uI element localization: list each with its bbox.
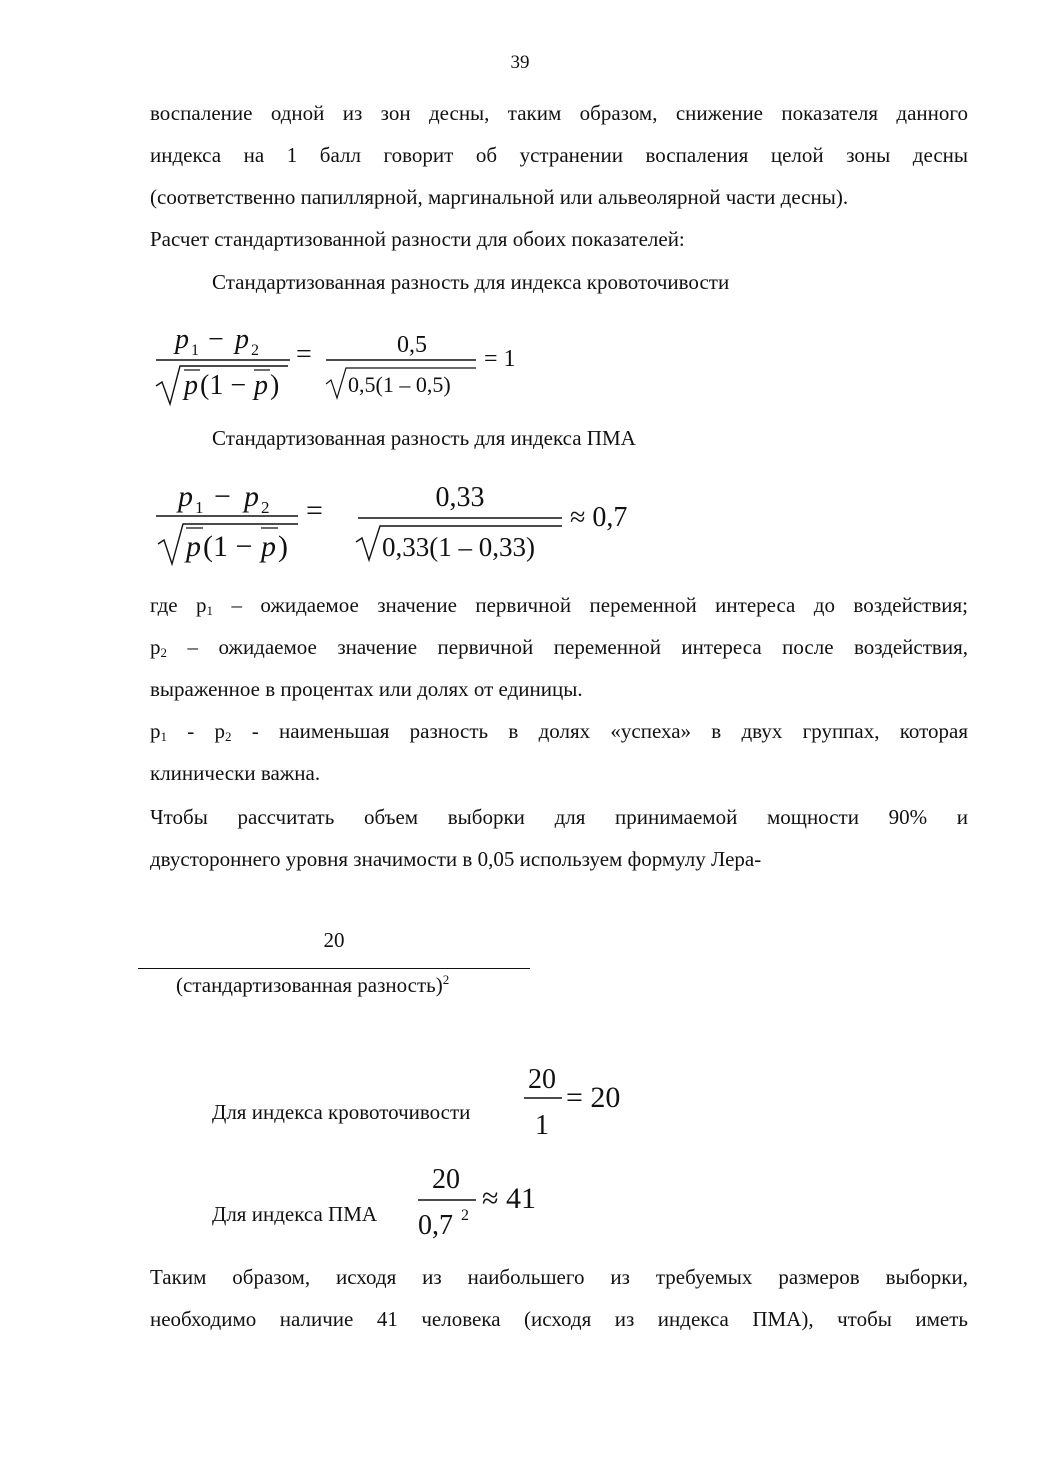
formula-minus: − xyxy=(208,324,224,355)
formula-pbar: p xyxy=(186,530,201,563)
page-number: 39 xyxy=(510,52,530,73)
formula-paren-close: ) xyxy=(278,530,288,563)
formula-sub2: 2 xyxy=(251,342,259,359)
calc-exponent: 2 xyxy=(461,1207,469,1224)
formula-denominator: 0,5(1 – 0,5) xyxy=(348,372,451,397)
formula-pma xyxy=(150,472,670,576)
formula-equals: = xyxy=(306,494,323,527)
text-line: клинически важна. xyxy=(150,761,321,785)
formula-sub2: 2 xyxy=(261,498,270,517)
formula-numerator: 0,33 xyxy=(435,482,485,513)
formula-p2: p xyxy=(244,480,259,513)
formula-paren: (1 − xyxy=(200,370,247,401)
formula-paren-close: ) xyxy=(270,370,280,401)
lehr-denominator: (стандартизованная разность)$^2$ xyxy=(176,972,450,997)
definition-difference: $p_1 - p_2$ - наименьшая разность в долях «успеха» в двух группах, которая xyxy=(150,719,968,744)
calc-bleeding-label: Для индекса кровоточивости xyxy=(212,1100,471,1124)
text-line: воспаление одной из зон десны, таким образом, снижение показателя данного xyxy=(150,101,968,125)
bleeding-formula-heading: Стандартизованная разность для индекса кровоточивости xyxy=(212,270,730,294)
text-line: Расчет стандартизованной разности для обоих показателей: xyxy=(150,227,685,251)
formula-pbar: p xyxy=(184,370,198,401)
formula-pbar2: p xyxy=(261,530,276,563)
calc-denominator: 0,7 xyxy=(418,1210,453,1241)
formula-result: ≈ 0,7 xyxy=(570,502,628,533)
paragraph-lehr xyxy=(150,796,968,880)
formula-pbar2: p xyxy=(254,370,268,401)
formula-bleeding xyxy=(150,318,570,410)
formula-numerator: 0,5 xyxy=(397,332,427,358)
lehr-numerator: 20 xyxy=(323,928,345,952)
calc-result: = 20 xyxy=(566,1081,621,1114)
calc-denominator: 1 xyxy=(535,1110,549,1141)
text-line: выраженное в процентах или долях от единицы. xyxy=(150,677,583,701)
lehr-formula xyxy=(138,928,530,998)
text-line: двустороннего уровня значимости в 0,05 используем формулу Лера- xyxy=(150,847,762,871)
pma-formula-heading: Стандартизованная разность для индекса ПМА xyxy=(212,426,636,450)
calc-bleeding-formula xyxy=(518,1058,658,1144)
formula-minus: − xyxy=(214,480,231,513)
formula-paren: (1 − xyxy=(203,530,253,563)
text-line: индекса на 1 балл говорит об устранении воспаления целой зоны десны xyxy=(150,143,968,167)
formula-p1: p xyxy=(178,480,193,513)
formula-sub1: 1 xyxy=(195,498,204,517)
text-line: (соответственно папиллярной, маргинальной или альвеолярной части десны). xyxy=(150,185,849,209)
calc-pma-formula xyxy=(408,1156,568,1248)
text-line: необходимо наличие 41 человека (исходя из индекса ПМА), чтобы иметь xyxy=(150,1307,968,1331)
paragraph-intro xyxy=(150,92,968,260)
paragraph-conclusion xyxy=(150,1256,968,1340)
calc-numerator: 20 xyxy=(528,1064,556,1095)
text-line: Таким образом, исходя из наибольшего из требуемых размеров выборки, xyxy=(150,1265,968,1289)
text-line: Чтобы рассчитать объем выборки для принимаемой мощности 90% и xyxy=(150,805,968,829)
calc-numerator: 20 xyxy=(432,1164,460,1195)
formula-p1: p xyxy=(175,324,189,355)
formula-equals: = xyxy=(296,339,312,370)
calc-pma-label: Для индекса ПМА xyxy=(212,1202,378,1226)
formula-p2: p xyxy=(235,324,249,355)
definition-p2: $p_2$ – ожидаемое значение первичной переменной интереса после воздействия, xyxy=(150,635,968,660)
definitions xyxy=(150,584,968,794)
formula-sub1: 1 xyxy=(191,342,199,359)
formula-result: = 1 xyxy=(484,346,516,372)
calc-result: ≈ 41 xyxy=(482,1182,536,1215)
formula-denominator: 0,33(1 – 0,33) xyxy=(382,532,535,562)
definition-p1: где $p_1$ – ожидаемое значение первичной переменной интереса до воздействия; xyxy=(150,593,969,618)
